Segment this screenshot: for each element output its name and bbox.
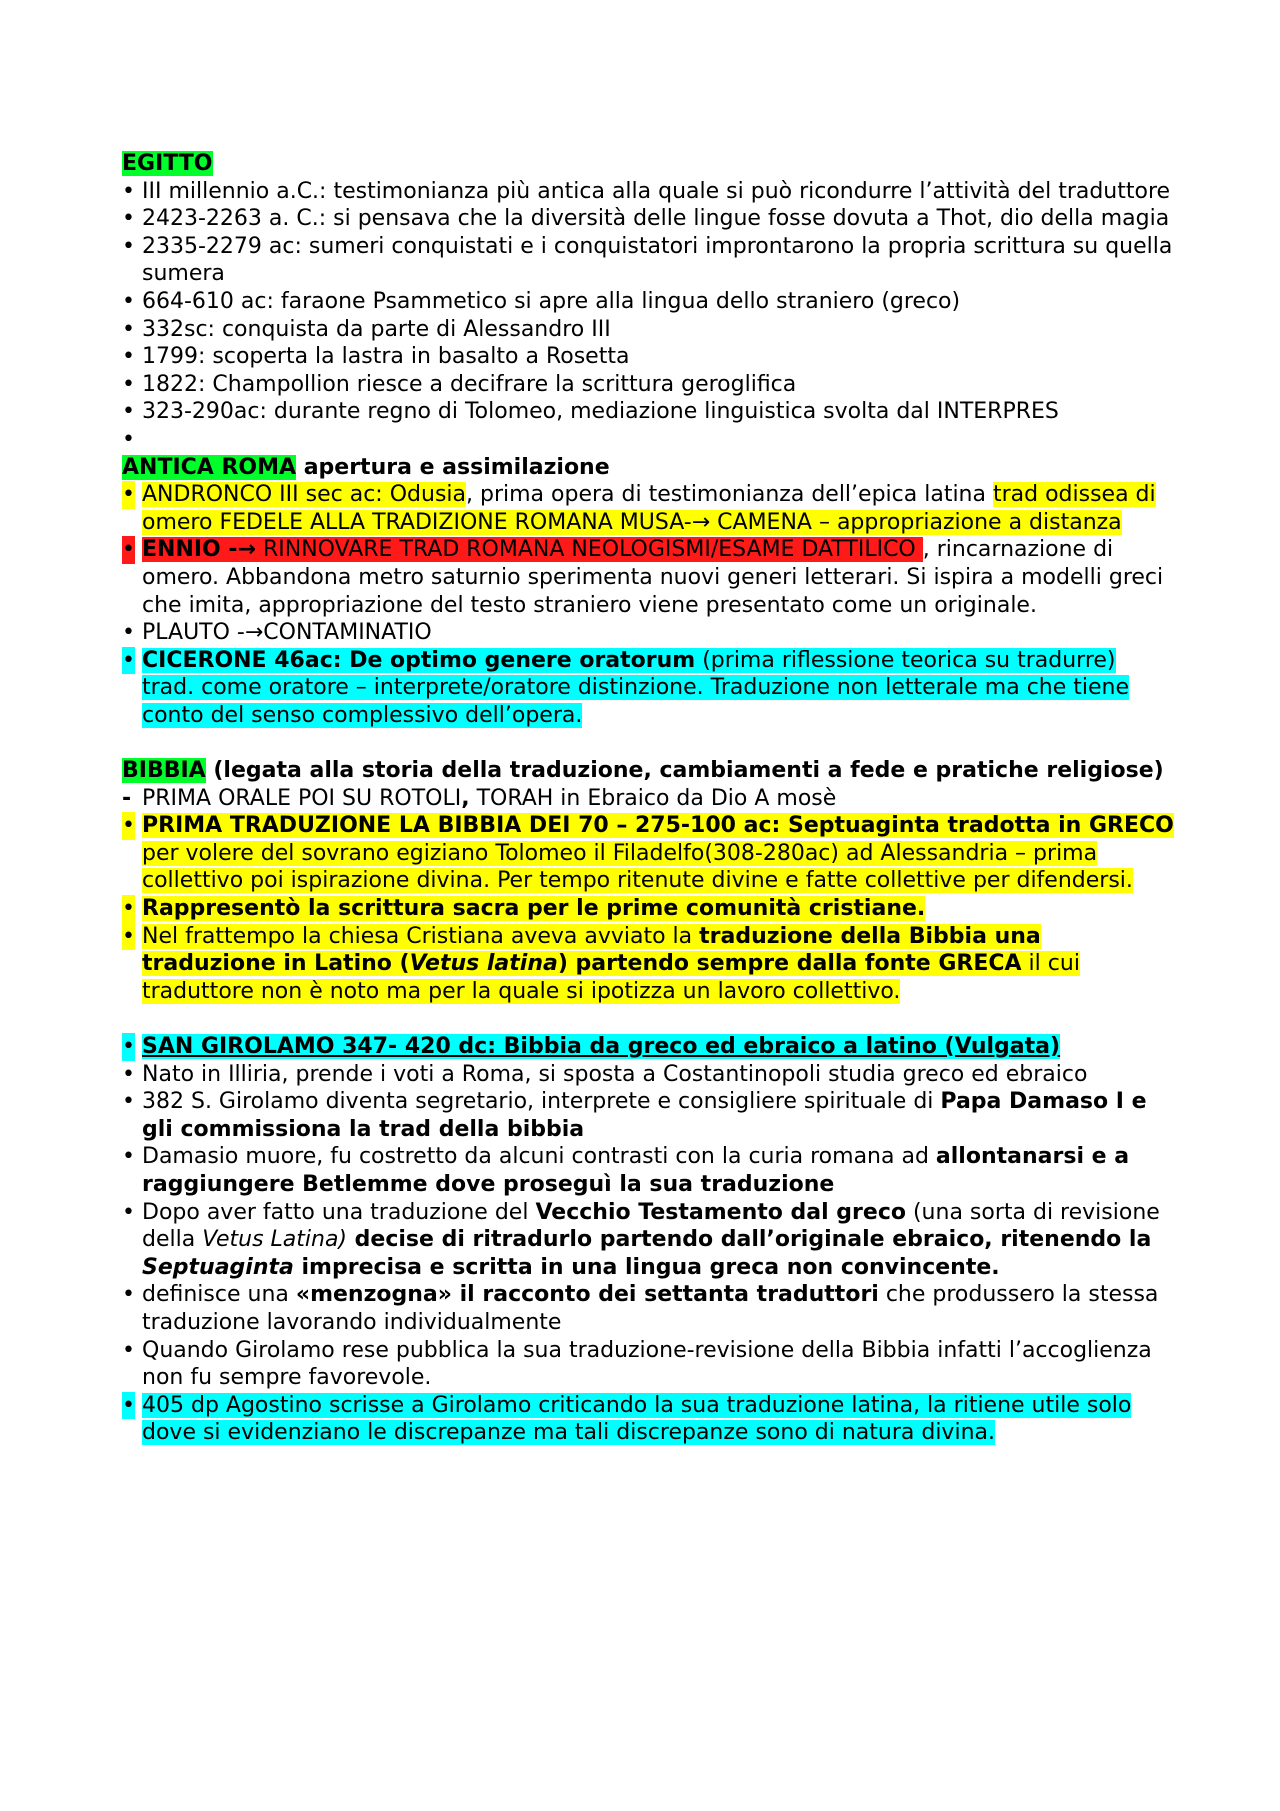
bullet-icon: • [122,537,135,563]
section-title-bibbia [122,757,1174,785]
bullet-icon: • [122,1282,135,1308]
bullet-icon: • [122,1089,135,1115]
list-item: • 1822: Champollion riesce a decifrare la scrittura geroglifica [122,371,797,397]
section-title-egitto [122,150,1174,178]
bibbia-title: BIBBIA [122,758,206,784]
bullet-icon: • [122,316,135,342]
bullet-icon: • [122,399,135,425]
bullet-icon: • [122,923,135,949]
list-item-dopo: • Dopo aver fatto una traduzione del Vecchio Testamento dal greco (una sorta di revisione della Vetus Latina) decise di ritradurlo partendo dall’originale ebraico, ritenendo la Septuaginta imprecisa e scritta in una lingua greca non convincente. [122,1199,1160,1280]
egitto-title: EGITTO [122,151,213,176]
bullet-icon: • [122,1061,135,1087]
bullet-icon: • [122,1144,135,1170]
list-item-chiesa: • Nel frattempo la chiesa Cristiana aveva avviato la traduzione della Bibbia una traduzione in Latino (Vetus latina) partendo sempre dalla fonte GRECA il cui traduttore non è noto ma per la quale si ipotizza un lavoro collettivo. [122,923,1080,1004]
list-item: • 664-610 ac: faraone Psammetico si apre alla lingua dello straniero (greco) [122,288,961,314]
bullet-icon: • [122,1034,135,1059]
section-title-antica-roma [122,454,1174,482]
list-item: • 1799: scoperta la lastra in basalto a Rosetta [122,344,630,370]
roma-title: ANTICA ROMA [122,454,297,480]
list-item-382: • 382 S. Girolamo diventa segretario, interprete e consigliere spirituale di Papa Damaso I e gli commissiona la trad della bibbia [122,1089,1147,1142]
list-item-ennio: • ENNIO -→ RINNOVARE TRAD ROMANA NEOLOGISMI/ESAME DATTILICO , rincarnazione di omero. Abbandona metro saturnio sperimenta nuovi generi letterari. Si ispira a modelli greci che imita, appropriazione del testo straniero viene presentato come un originale. [122,537,1164,618]
list-item-nato: • Nato in Illiria, prende i voti a Roma, si sposta a Costantinopoli studia greco ed ebraico [122,1061,1088,1087]
list-item-menzogna: • definisce una «menzogna» il racconto dei settanta traduttori che produssero la stessa traduzione lavorando individualmente [122,1282,1159,1335]
bullet-icon: • [122,371,135,397]
spacer [122,1005,1174,1033]
list-item-andronco: • ANDRONCO III sec ac: Odusia, prima opera di testimonianza dell’epica latina trad odissea di omero FEDELE ALLA TRADIZIONE ROMANA MUSA-→ CAMENA – appropriazione a distanza [122,482,1156,535]
list-item: • 332sc: conquista da parte di Alessandro III [122,316,611,342]
bullet-icon: • [122,482,135,508]
list-item-orale: - PRIMA ORALE POI SU ROTOLI, TORAH in Ebraico da Dio A mosè [122,785,837,811]
bullet-icon: • [122,896,135,922]
list-item: • 323-290ac: durante regno di Tolomeo, mediazione linguistica svolta dal INTERPRES [122,399,1059,425]
list-item: • III millennio a.C.: testimonianza più antica alla quale si può ricondurre l’attività del traduttore [122,178,1171,204]
bullet-icon: • [122,813,135,839]
bullet-icon: • [122,206,135,232]
list-item-damasio: • Damasio muore, fu costretto da alcuni contrasti con la curia romana ad allontanarsi e a raggiungere Betlemme dove proseguì la sua traduzione [122,1144,1130,1197]
bibbia-subtitle: (legata alla storia della traduzione, cambiamenti a fede e pratiche religiose) [205,758,1164,784]
bullet-icon: • [122,620,135,646]
document-page [122,150,1174,1447]
bullet-icon: • [122,288,135,314]
dash-icon: - [122,785,132,811]
roma-subtitle: apertura e assimilazione [296,454,610,480]
list-item-agostino: • 405 dp Agostino scrisse a Girolamo criticando la sua traduzione latina, la ritiene utile solo dove si evidenziano le discrepanze ma tali discrepanze sono di natura divina. [122,1392,1132,1446]
bullet-icon: • [122,178,135,204]
empty-list-item [122,426,1174,454]
bullet-icon: • [122,233,135,259]
bullet-icon: • [122,426,135,452]
bullet-icon: • [122,1199,135,1225]
list-item: • 2423-2263 a. C.: si pensava che la diversità delle lingue fosse dovuta a Thot, dio della magia [122,206,1170,232]
bullet-icon: • [122,344,135,370]
bullet-icon: • [122,1392,135,1418]
list-item-rappresento: • Rappresentò la scrittura sacra per le prime comunità cristiane. [122,896,926,922]
list-item-plauto: • PLAUTO -→CONTAMINATIO [122,620,432,646]
list-item-prima-traduzione: • PRIMA TRADUZIONE LA BIBBIA DEI 70 – 275-100 ac: Septuaginta tradotta in GRECO per volere del sovrano egiziano Tolomeo il Filadelfo(308-280ac) ad Alessandria – prima collettivo poi ispirazione divina. Per tempo ritenute divine e fatte collettive per difendersi. [122,813,1174,894]
list-item-cicerone: • CICERONE 46ac: De optimo genere oratorum (prima riflessione teorica su tradurre) trad. come oratore – interprete/oratore distinzione. Traduzione non letterale ma che tiene conto del senso complessivo dell’opera. [122,647,1130,728]
bullet-icon: • [122,647,135,673]
section-title-girolamo: • SAN GIROLAMO 347- 420 dc: Bibbia da greco ed ebraico a latino (Vulgata) [122,1034,1061,1059]
spacer [122,729,1174,757]
list-item: • 2335-2279 ac: sumeri conquistati e i conquistatori improntarono la propria scrittura su quella sumera [122,233,1173,287]
bullet-icon: • [122,1337,135,1363]
list-item-quando: • Quando Girolamo rese pubblica la sua traduzione-revisione della Bibbia infatti l’accoglienza non fu sempre favorevole. [122,1337,1152,1391]
